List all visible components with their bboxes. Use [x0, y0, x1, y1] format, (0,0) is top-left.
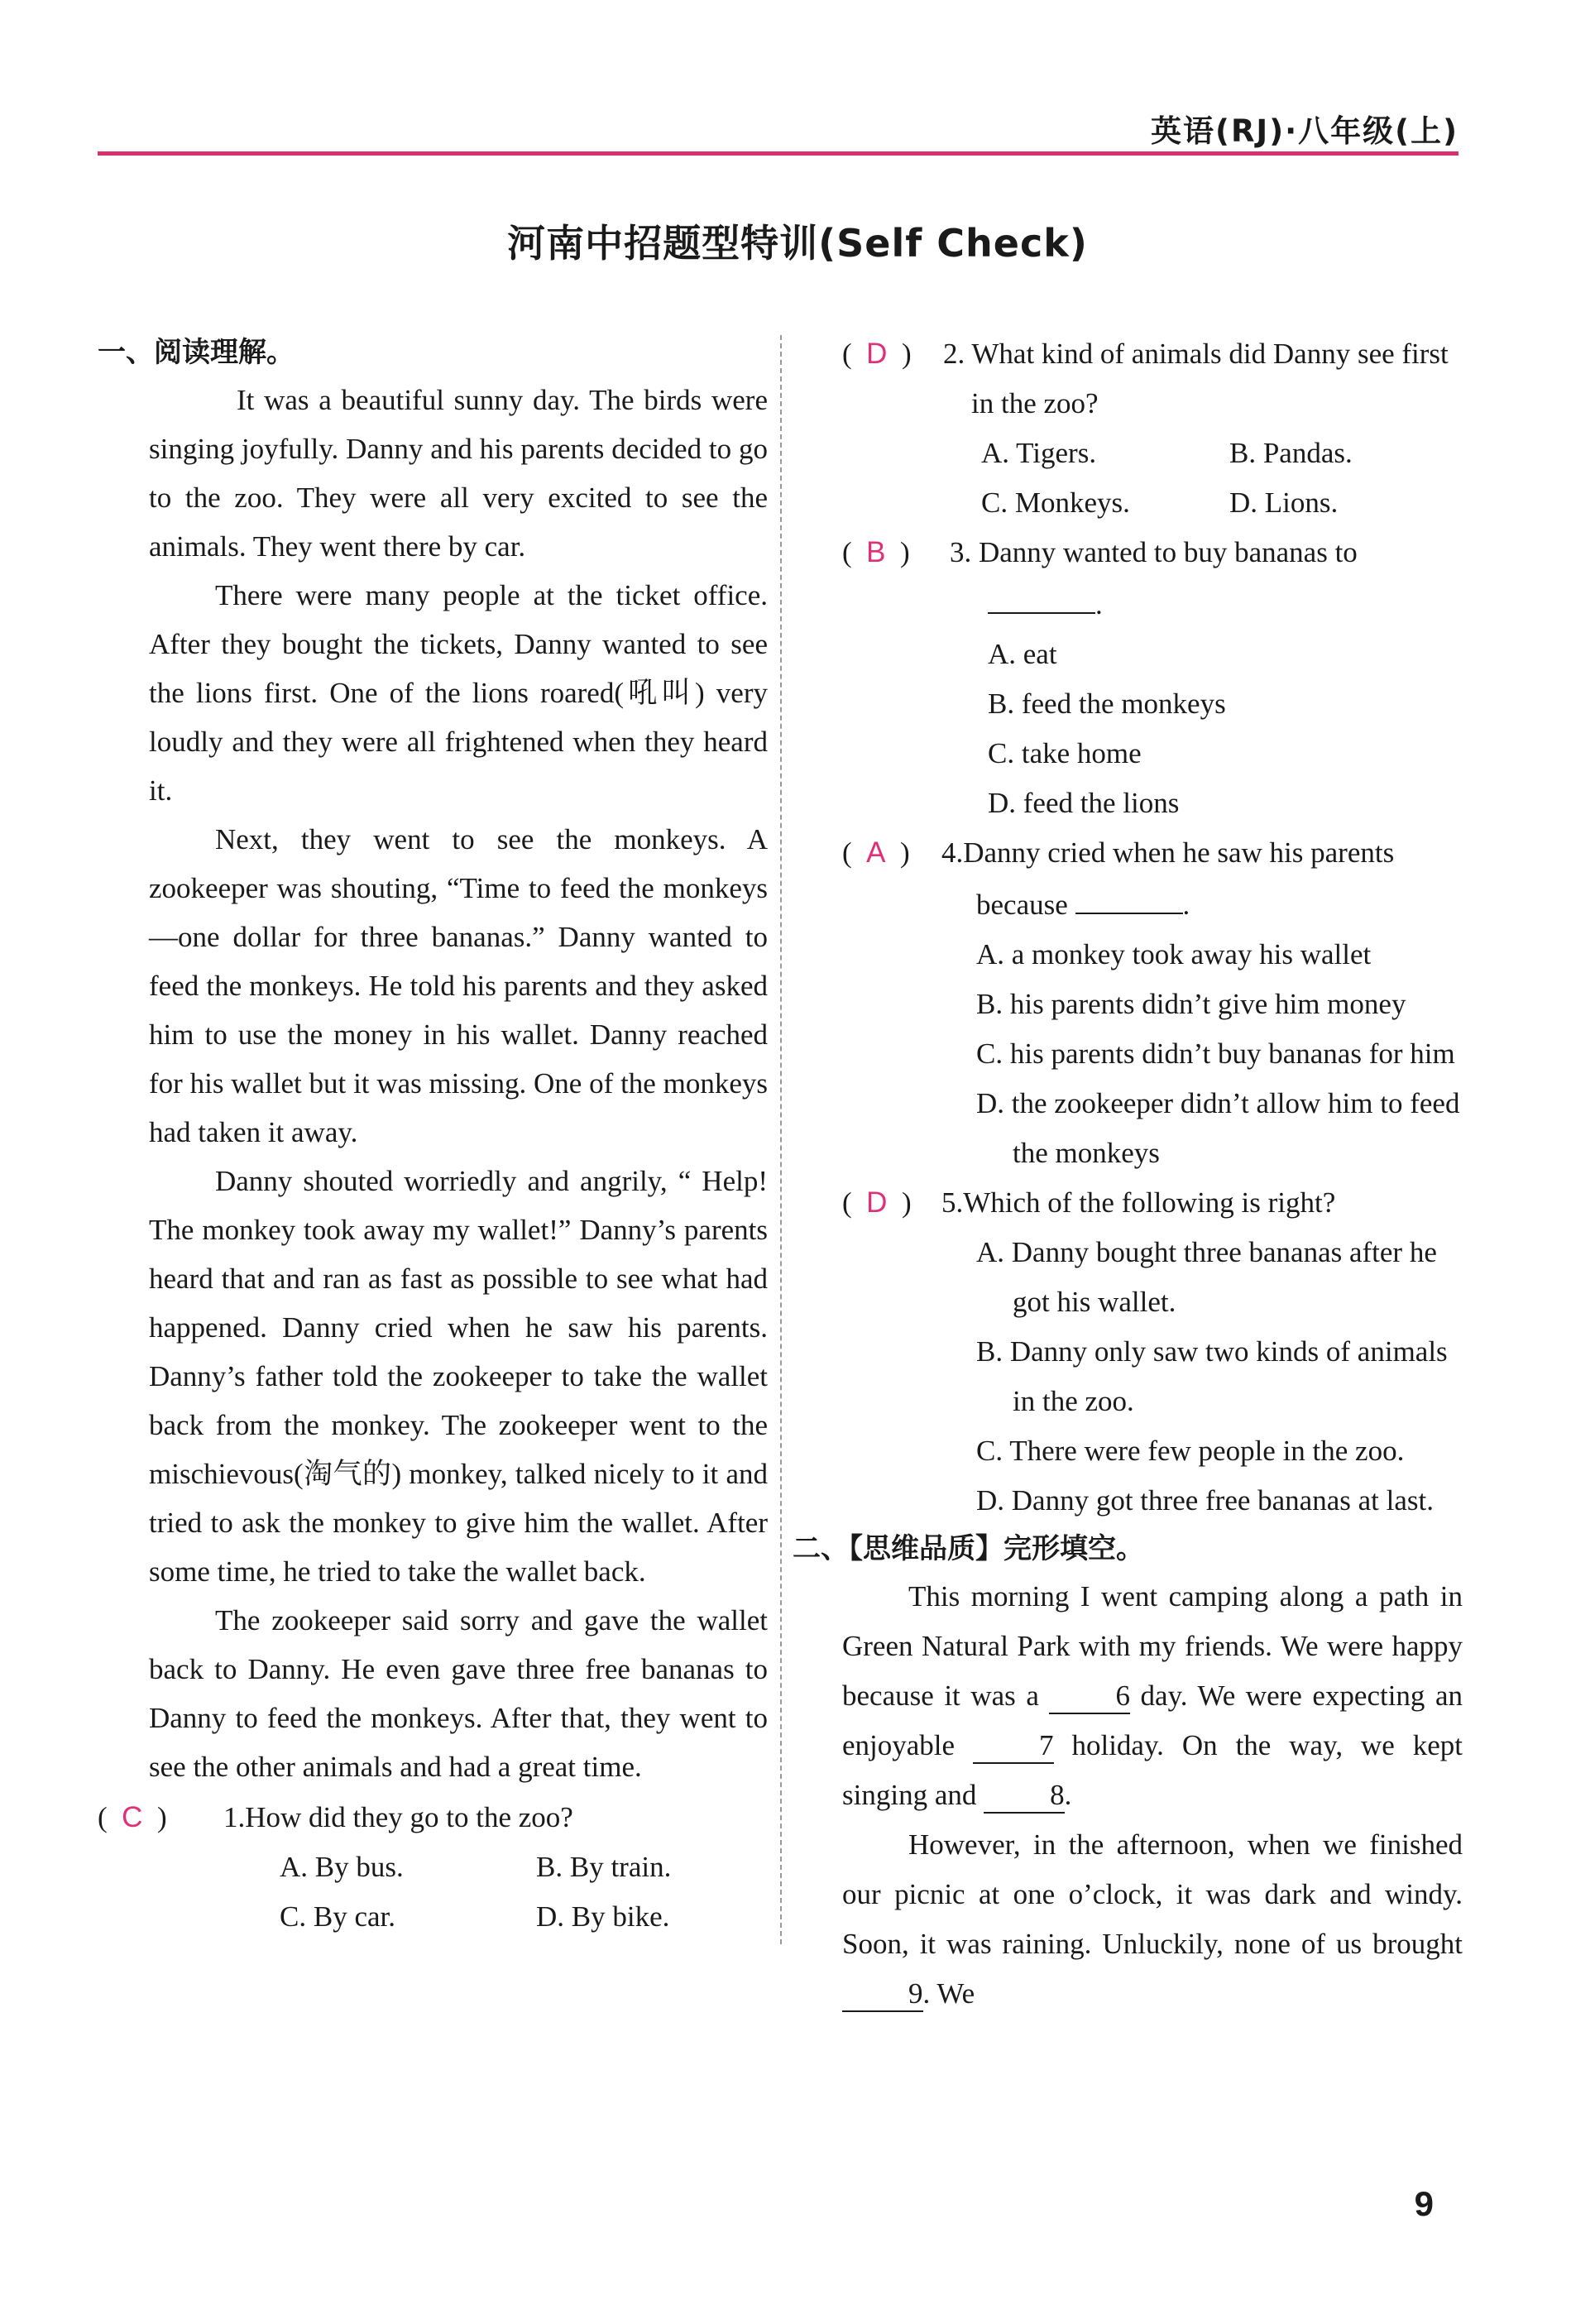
option-grid: [280, 1842, 768, 1942]
answer-letter: A: [866, 836, 886, 869]
header-rule: [98, 151, 1458, 156]
option-b: B. feed the monkeys: [988, 688, 1226, 720]
cloze-text: .: [1064, 1779, 1072, 1811]
question-text: [941, 1178, 1463, 1228]
option-d: D. the zookeeper didn’t allow him to feed the monkeys: [976, 1087, 1460, 1169]
question-stem: What kind of animals did Danny see first in the zoo?: [971, 338, 1449, 419]
right-column: [793, 329, 1463, 2019]
answer-letter: C: [122, 1801, 143, 1833]
option-list: [976, 930, 1463, 1178]
header-subject: 英语(RJ)·八年级(上): [1151, 113, 1458, 149]
answer-bracket: ( A ): [842, 836, 910, 869]
option-b: B. his parents didn’t give him money: [976, 988, 1406, 1020]
question-2: [842, 329, 1463, 528]
passage-paragraph-3: Next, they went to see the monkeys. A zookeeper was shouting, “Time to feed the monkeys—one dollar for three bananas.” Danny wanted to feed the monkeys. He told his parents and they asked him to use the money in his wallet. Danny reached for his wallet but it was missing. One of the monkeys had taken it away.: [149, 823, 768, 1148]
option-c: C. take home: [988, 737, 1142, 769]
option-c: C. his parents didn’t buy bananas for him: [976, 1037, 1455, 1070]
option-d: D. Danny got three free bananas at last.: [976, 1484, 1434, 1517]
option-b: B. Danny only saw two kinds of animals in the zoo.: [976, 1335, 1448, 1417]
answer-bracket: ( C ): [98, 1801, 167, 1833]
option-b: B. Pandas.: [1229, 437, 1353, 469]
option-a: A. eat: [988, 638, 1057, 670]
question-text: [950, 528, 1463, 630]
left-column: [98, 329, 768, 1942]
question-stem-end: .: [1095, 588, 1103, 621]
answer-letter: D: [866, 1186, 888, 1219]
option-c: C. By car.: [280, 1900, 395, 1933]
question-number: 4.: [941, 836, 964, 869]
cloze-blank-8: 8: [984, 1779, 1065, 1814]
passage-paragraph-5: The zookeeper said sorry and gave the wallet back to Danny. He even gave three free bananas to Danny to feed the monkeys. After that, they went to see the other animals and had a great time.: [149, 1604, 768, 1783]
question-4: [842, 828, 1463, 1178]
answer-bracket: ( D ): [842, 338, 912, 370]
passage-paragraph-2: There were many people at the ticket office. After they bought the tickets, Danny wanted to see the lions first. One of the lions roared(吼叫) very loudly and they were all frightened when they heard it.: [149, 579, 768, 807]
cloze-paragraph-2: [842, 1820, 1463, 2019]
answer-letter: D: [866, 338, 888, 370]
cloze-paragraph-1: [842, 1572, 1463, 1820]
section-2-heading: 二、【思维品质】完形填空。: [793, 1532, 1144, 1565]
passage-paragraph-4: Danny shouted worriedly and angrily, “ Help! The monkey took away my wallet!” Danny’s parents heard that and ran as fast as possible to see what had happened. Danny cried when he saw his parents. Danny’s father told the zookeeper to take the wallet back from the monkey. The zookeeper went to the mischievous(淘气的) monkey, talked nicely to it and tried to ask the monkey to give him the wallet. After some time, he tried to take the wallet back.: [149, 1165, 768, 1588]
passage-paragraph-1: It was a beautiful sunny day. The birds were singing joyfully. Danny and his parents decided to go to the zoo. They were all very excited to see the animals. They went there by car.: [149, 384, 768, 563]
answer-letter: B: [866, 536, 886, 568]
cloze-text: However, in the afternoon, when we finished our picnic at one o’clock, it was dark and windy. Soon, it was raining. Unluckily, none of us brought: [842, 1828, 1463, 1960]
cloze-text: . We: [922, 1977, 975, 2010]
column-divider: [780, 335, 782, 1944]
cloze-blank-6: 6: [1049, 1680, 1130, 1714]
option-d: D. feed the lions: [988, 787, 1180, 819]
cloze-text: holiday. On the way, we kept singing and: [842, 1729, 1463, 1811]
cloze-text: This morning I went camping along a path in Green Natural Park with my friends. We were happy because it was a: [842, 1580, 1463, 1712]
cloze-text: day. We were expecting an enjoyable: [842, 1680, 1463, 1761]
option-d: D. By bike.: [536, 1900, 670, 1933]
question-text: [943, 329, 1463, 429]
question-number: 5.: [941, 1186, 964, 1219]
question-stem: How did they go to the zoo?: [245, 1801, 573, 1833]
option-a: A. Tigers.: [981, 437, 1097, 469]
question-1: [98, 1793, 768, 1942]
question-number: 2.: [943, 338, 965, 370]
question-stem: Danny wanted to buy bananas to: [979, 536, 1358, 568]
cloze-blank-9: 9: [842, 1977, 923, 2012]
question-number: 1.: [223, 1801, 246, 1833]
question-stem: Danny cried when he saw his parents because: [963, 836, 1395, 921]
question-stem-end: .: [1182, 889, 1190, 921]
answer-bracket: ( D ): [842, 1186, 912, 1219]
question-text: [941, 828, 1463, 930]
page-title: 河南中招题型特训(Self Check): [507, 221, 1088, 266]
question-3: [842, 528, 1463, 828]
answer-bracket: ( B ): [842, 536, 910, 568]
page-number: 9: [1414, 2184, 1434, 2223]
answer-blank: [988, 577, 1095, 614]
cloze-passage: [842, 1572, 1463, 2019]
option-grid: [981, 429, 1463, 528]
option-list: [988, 630, 1463, 828]
reading-passage: [98, 376, 768, 1791]
question-number: 3.: [950, 536, 972, 568]
option-a: A. Danny bought three bananas after he got his wallet.: [976, 1236, 1437, 1318]
option-a: A. By bus.: [280, 1851, 404, 1883]
question-stem: Which of the following is right?: [963, 1186, 1336, 1219]
question-text: [223, 1793, 768, 1842]
option-c: C. There were few people in the zoo.: [976, 1435, 1405, 1467]
option-b: B. By train.: [536, 1851, 672, 1883]
option-d: D. Lions.: [1229, 486, 1339, 519]
cloze-blank-7: 7: [973, 1729, 1054, 1764]
answer-blank: [1075, 878, 1183, 914]
question-5: [842, 1178, 1463, 1526]
option-c: C. Monkeys.: [981, 486, 1130, 519]
section-1-heading: 一、阅读理解。: [98, 336, 295, 369]
option-list: [976, 1228, 1463, 1526]
option-a: A. a monkey took away his wallet: [976, 938, 1372, 970]
